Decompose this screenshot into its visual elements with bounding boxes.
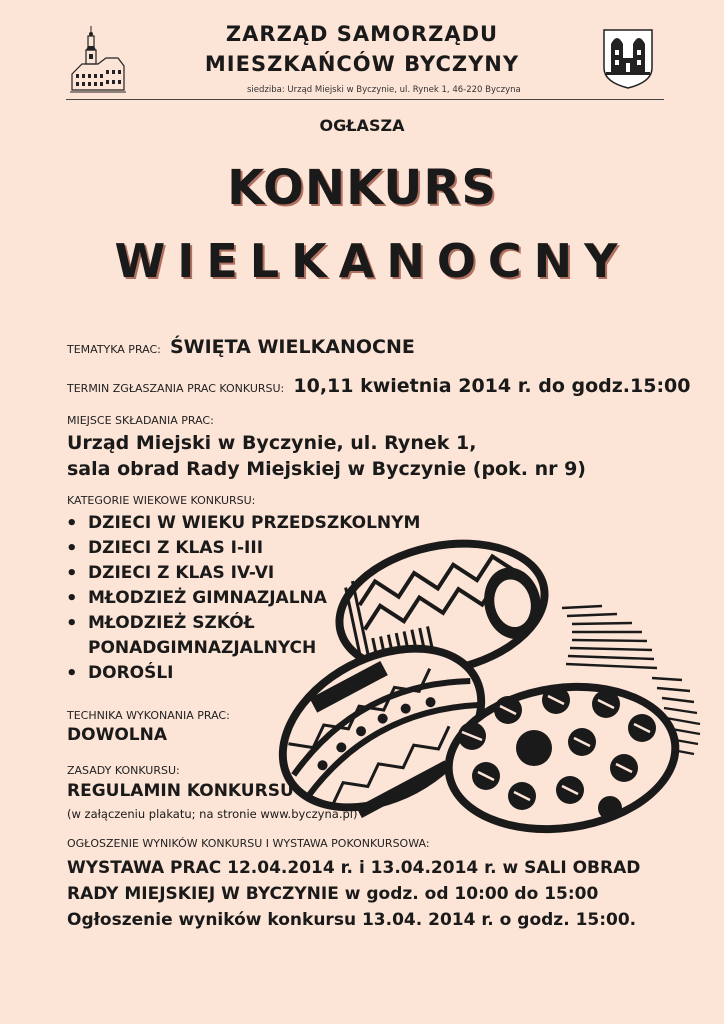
results-line1: WYSTAWA PRAC 12.04.2014 r. i 13.04.2014 r. w SALI OBRAD	[67, 858, 641, 878]
org-name-line1: ZARZĄD SAMORZĄDU	[225, 22, 499, 46]
category-item: • DZIECI Z KLAS I-III	[64, 536, 334, 561]
title-wielkanocny: WIELKANOCNY	[114, 234, 630, 288]
category-item: • MŁODZIEŻ GIMNAZJALNA	[64, 586, 334, 611]
categories-label: KATEGORIE WIEKOWE KONKURSU:	[67, 494, 256, 507]
place-label: MIEJSCE SKŁADANIA PRAC:	[67, 414, 214, 427]
results-label: OGŁOSZENIE WYNIKÓW KONKURSU I WYSTAWA POKONKURSOWA:	[67, 837, 430, 850]
category-item: • DZIECI W WIEKU PRZEDSZKOLNYM	[64, 511, 334, 536]
results-line2: RADY MIEJSKIEJ W BYCZYNIE w godz. od 10:00 do 15:00	[67, 884, 599, 904]
category-item: • DOROŚLI	[64, 661, 334, 686]
technique-value: DOWOLNA	[67, 725, 167, 745]
categories-list	[64, 511, 421, 686]
org-name-line2: MIESZKAŃCÓW BYCZYNY	[204, 52, 520, 76]
easter-eggs-illustration	[272, 528, 702, 848]
theme-value: ŚWIĘTA WIELKANOCNE	[169, 336, 415, 358]
coat-of-arms-logo	[602, 28, 654, 90]
rules-value: REGULAMIN KONKURSU	[67, 781, 294, 801]
category-item: • MŁODZIEŻ SZKÓŁ PONADGIMNAZJALNYCH	[64, 611, 334, 661]
category-item: • DZIECI Z KLAS IV-VI	[64, 561, 334, 586]
deadline-value: 10,11 kwietnia 2014 r. do godz.15:00	[293, 375, 691, 397]
place-line1: Urząd Miejski w Byczynie, ul. Rynek 1,	[67, 432, 477, 454]
place-line2: sala obrad Rady Miejskiej w Byczynie (pok. nr 9)	[67, 458, 586, 480]
technique-label: TECHNIKA WYKONANIA PRAC:	[67, 709, 230, 722]
town-hall-logo	[70, 24, 126, 96]
results-line3: Ogłoszenie wyników konkursu 13.04. 2014 r. o godz. 15:00.	[67, 910, 637, 930]
theme-label: TEMATYKA PRAC:	[67, 343, 161, 356]
title-konkurs: KONKURS	[227, 160, 497, 216]
deadline-label: TERMIN ZGŁASZANIA PRAC KONKURSU:	[67, 382, 285, 395]
rules-note: (w załączeniu plakatu; na stronie www.byczyna.pl)	[67, 807, 358, 821]
announces-heading: OGŁASZA	[319, 116, 405, 135]
deadline-row	[67, 375, 691, 397]
org-seat-address: siedziba: Urząd Miejski w Byczynie, ul. Rynek 1, 46-220 Byczyna	[247, 85, 521, 95]
header-divider	[66, 99, 664, 100]
theme-row	[67, 336, 415, 358]
rules-label: ZASADY KONKURSU:	[67, 764, 180, 777]
